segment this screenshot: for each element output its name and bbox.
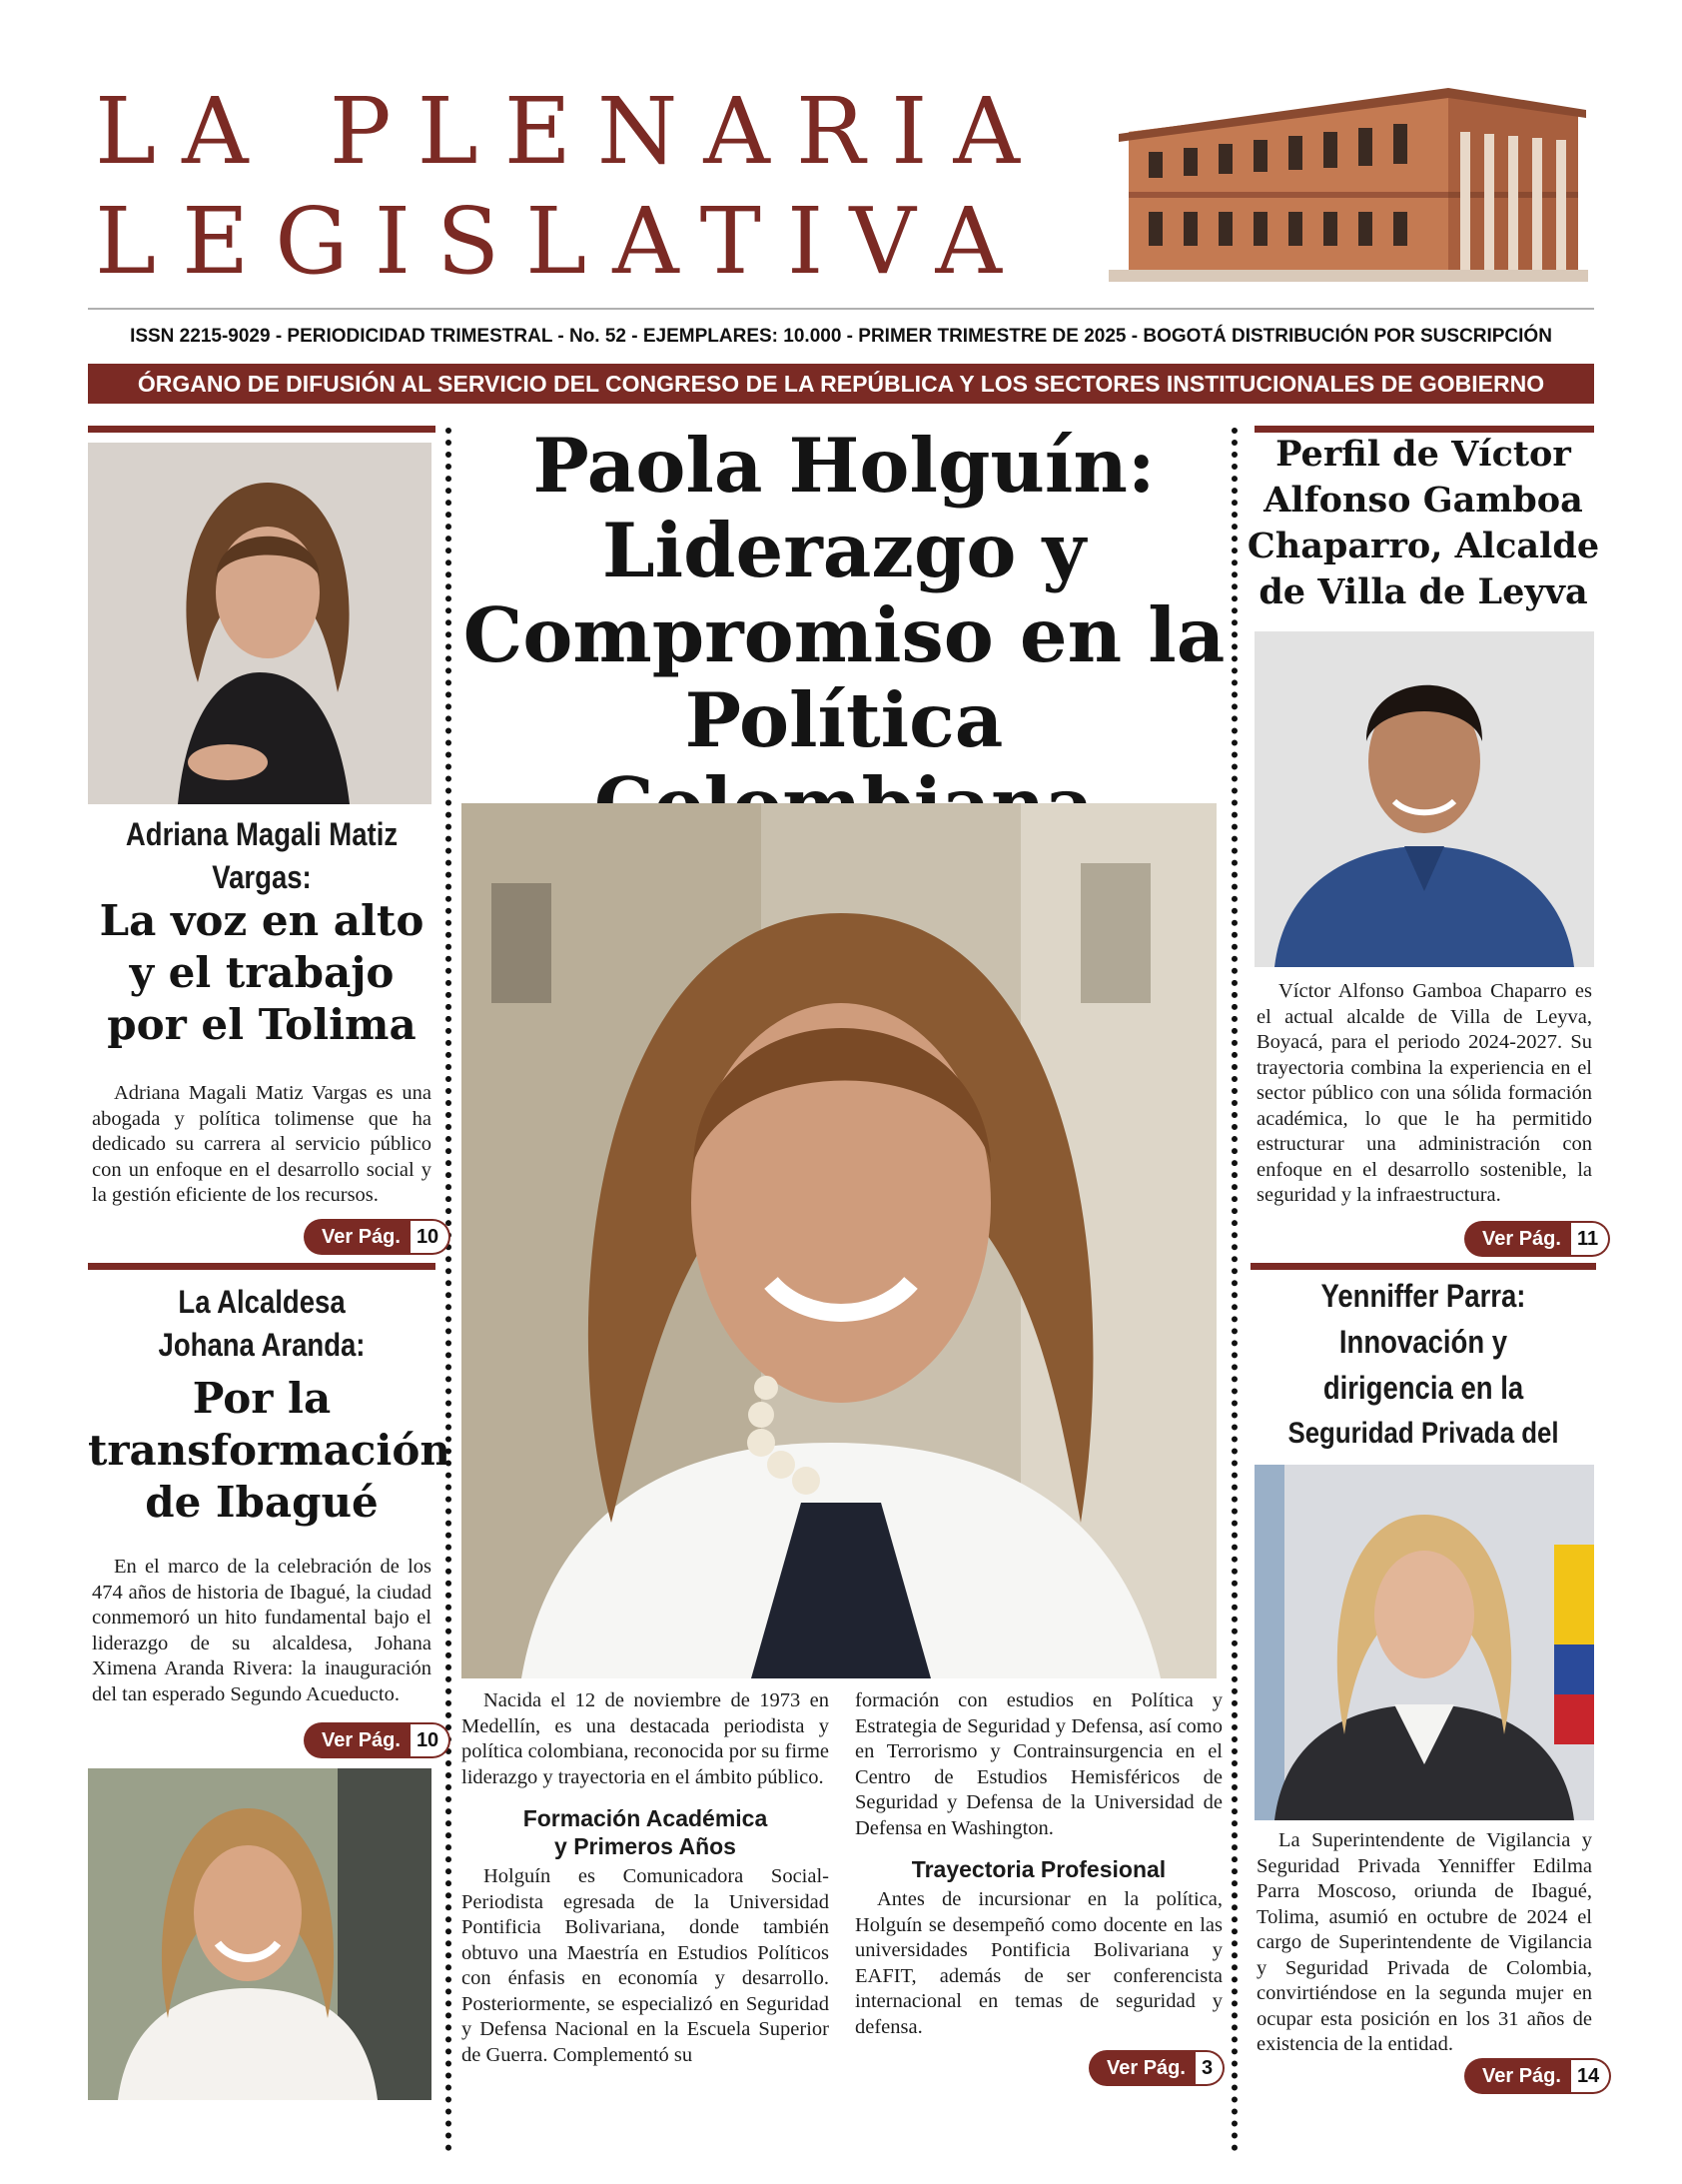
ver-pag-label: Ver Pág. [1089,2050,1196,2086]
issn-line: ISSN 2215-9029 - PERIODICIDAD TRIMESTRAL - No. 52 - EJEMPLARES: 10.000 - PRIMER TRIMESTRE DE 2025 - BOGOTÁ DISTRIBUCIÓN POR SUSCRIPCIÓN [130,326,1552,347]
photo-paola-holguin [461,803,1217,1678]
masthead-banner: ÓRGANO DE DIFUSIÓN AL SERVICIO DEL CONGRESO DE LA REPÚBLICA Y LOS SECTORES INSTITUCIONALES DE GOBIERNO [88,364,1594,404]
ver-pag-label: Ver Pág. [1464,2058,1571,2094]
masthead-title-line1: LA PLENARIA [95,78,1046,185]
right-story1-body: Víctor Alfonso Gamboa Chaparro es el actual alcalde de Villa de Leyva, Boyacá, para el periodo 2024-2027. Su trayectoria combina la experiencia en el sector público con una sólida formación académica, lo que le ha permitido estructurar una administración con enfoque en el desarrollo sostenible, la seguridad y la infraestructura. [1257,980,1592,1206]
ver-pag-number: 10 [411,1219,450,1255]
right-story2-body: La Superintendente de Vigilancia y Seguridad Privada Yenniffer Edilma Parra Moscoso, oriunda de Ibagué, Tolima, asumió en octubre de 2024 el cargo de Superintendente de Vigilancia y Seguridad Privada de Colombia, convirtiéndose en la segunda mujer en ocupar esta posición en los 31 años de existencia de la entidad. [1257,1829,1592,2055]
right-story1-headline: Perfil de Víctor Alfonso Gamboa Chaparro, Alcalde de Villa de Leyva [1247,434,1600,612]
left-story2-kicker: La Alcaldesa Johana Aranda: [158,1284,366,1364]
left-story2-body: En el marco de la celebración de los 474 años de historia de Ibagué, la ciudad conmemoró un hito fundamental bajo el liderazgo de su alcaldesa, Johana Ximena Aranda Rivera: la inauguración del tan esperado Segundo Acueducto. [92,1556,431,1705]
left-story1-ver-pag-link[interactable] [304,1219,450,1255]
right-story1-ver-pag-link[interactable] [1464,1221,1610,1257]
right-column-rule-mid [1251,1263,1596,1270]
ver-pag-label: Ver Pág. [1464,1221,1571,1257]
center-col2-body: formación con estudios en Política y Estrategia de Seguridad y Defensa, así como en Terrorismo y Contrainsurgencia en el Centro de Estudios Hemisféricos de Seguridad y Defensa de la Universidad de Defensa en Washington. Trayectoria Profesional Antes de incursionar en la política, Holguín se desempeñó como docente en las universidades Pontificia Bolivariana y EAFIT, además de ser conferencista internacional en temas de seguridad y defensa. [855,1689,1223,2038]
masthead-title-line2: LEGISLATIVA [95,188,1028,295]
left-column-rule-mid [88,1263,435,1270]
left-story1-kicker: Adriana Magali Matiz Vargas: [125,816,399,896]
photo-johana-aranda [88,1768,431,2100]
ver-pag-number: 10 [411,1722,450,1758]
right-story2-ver-pag-link[interactable] [1464,2058,1611,2094]
subhead-trayectoria: Trayectoria Profesional [911,1856,1167,1882]
ver-pag-number: 14 [1571,2058,1611,2094]
center-col1-body: Nacida el 12 de noviembre de 1973 en Medellín, es una destacada periodista y política colombiana, reconocida por su firme liderazgo y trayectoria en el ámbito público. Formación Académica y Primeros Años Holguín es Comunicadora Social-Periodista egresada de la Universidad Pontificia Bolivariana, donde también obtuvo una Maestría en Estudios Políticos con énfasis en economía y desarrollo. Posteriormente, se especializó en Seguridad y Defensa Nacional en la Escuela Superior de Guerra. Complementó su [461,1689,829,2066]
column-separator-left [445,428,451,2152]
ver-pag-number: 11 [1571,1221,1610,1257]
photo-victor-gamboa [1255,631,1594,967]
photo-yenniffer-parra [1255,1465,1594,1820]
right-story2-headline: Innovación y dirigencia en la Seguridad Privada del [1287,1324,1559,1450]
ver-pag-label: Ver Pág. [304,1722,411,1758]
right-story2-kicker: Yenniffer Parra: [1320,1278,1526,1314]
capitol-building-illustration [1109,72,1588,282]
ver-pag-number: 3 [1196,2050,1225,2086]
left-column-rule-top [88,426,435,433]
ver-pag-label: Ver Pág. [304,1219,411,1255]
left-story1-body: Adriana Magali Matiz Vargas es una abogada y política tolimense que ha dedicado su carrera al servicio público con un enfoque en el desarrollo social y la gestión eficiente de los recursos. [92,1082,431,1206]
photo-adriana-matiz [88,443,431,804]
center-ver-pag-link[interactable] [1089,2050,1225,2086]
left-story1-headline: La voz en alto y el trabajo por el Tolima [99,896,424,1049]
main-headline: Paola Holguín: Liderazgo y Compromiso en la Política [462,422,1226,764]
left-story2-ver-pag-link[interactable] [304,1722,450,1758]
left-story2-headline: Por la transformación de Ibagué [88,1374,450,1527]
subhead-formacion: Formación Académica y Primeros Años [522,1805,768,1859]
masthead-divider [88,308,1594,310]
